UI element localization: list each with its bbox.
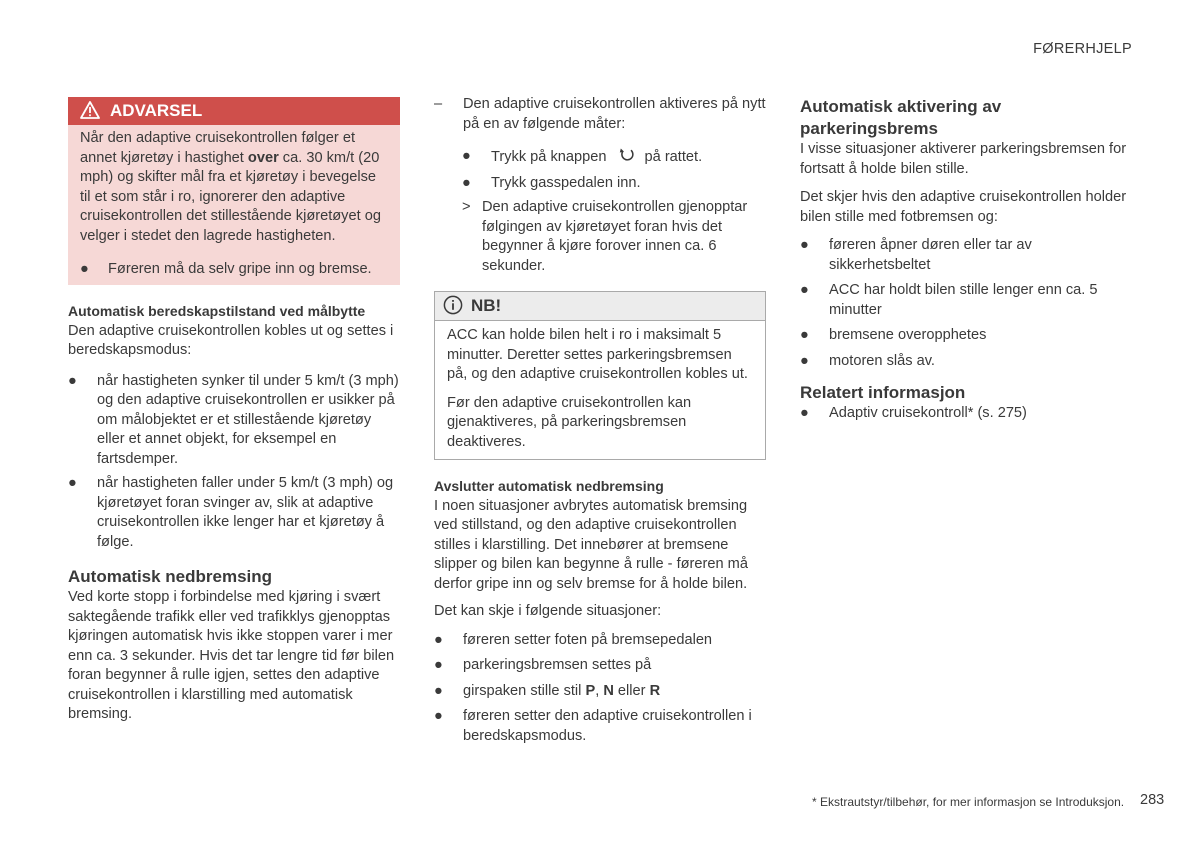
list-item: ● føreren setter den adaptive cruisekontrollen i beredskapsmodus. [434,708,752,744]
page-number: 283 [1140,792,1165,808]
warning-title: ADVARSEL [110,101,203,120]
end-brake-text: I noen situasjoner avbrytes automatisk bremsing ved stillstand, og den adaptive cruisekontrollen stilles i klarstilling. Det innebører at bremsene slipper og bilen kan begynne å rulle - føreren må derfor gripe inn og selv bremse for å holde bilen. [434,497,748,592]
end-brake-heading: Avslutter automatisk nedbremsing [434,478,664,494]
note-box [434,291,766,460]
list-item: ● når hastigheten faller under 5 km/t (3 mph) og kjøretøyet foran svinger av, slik at adaptive cruisekontrollen ikke lenger har et kjøretøy å følge. [68,475,394,550]
section-title: FØRERHJELP [1033,41,1132,57]
resume-button-icon [617,147,639,163]
warning-bullet: ● Føreren må da selv gripe inn og bremse. [80,261,372,277]
auto-brake-heading: Automatisk nedbremsing [68,567,273,586]
footnote: * Ekstrautstyr/tilbehør, for mer informasjon se Introduksjon. [812,795,1125,809]
list-item: ● Trykk på knappen på rattet. [462,148,703,165]
note-header [435,292,765,321]
parking-text: I visse situasjoner aktiverer parkeringsbremsen for fortsatt å holde bilen stille. [800,141,1127,177]
related-heading: Relatert informasjon [800,383,966,402]
list-item: ● ACC har holdt bilen stille lenger enn ca. 5 minutter [800,282,1098,318]
parking-intro: Det skjer hvis den adaptive cruisekontrollen holder bilen stille med fotbremsen og: [800,189,1127,225]
auto-brake-text: Ved korte stopp i forbindelse med kjøring i svært saktegående trafikk eller ved trafikklys gjenopptas kjøringen automatisk hvis ikke stoppen varer i mer enn ca. 3 sekunder. Hvis det tar lengre tid før bilen foran begynner å rulle igjen, settes den adaptive cruisekontrollen i klarstilling med automatisk bremsing. [68,589,395,722]
list-item: ● Trykk gasspedalen inn. [462,174,641,191]
info-icon [443,295,463,315]
note-text: Før den adaptive cruisekontrollen kan gjenaktiveres, på parkeringsbremsen deaktiveres. [447,394,692,450]
standby-intro: Den adaptive cruisekontrollen kobles ut og settes i beredskapsmodus: [68,322,394,358]
list-item: ● føreren setter foten på bremsepedalen [434,631,713,648]
warning-box [68,97,400,285]
list-item: ● når hastigheten synker til under 5 km/t (3 mph) og den adaptive cruisekontrollen er usikker på om målobjektet er et stillestående kjøretøy eller et annet objekt, for eksempel en fartsdemper. [68,372,399,467]
list-item: ● motoren slås av. [800,352,935,369]
parking-heading: Automatisk aktivering av parkeringsbrems [800,97,1002,138]
note-title: NB! [471,296,502,315]
list-item: ● parkeringsbremsen settes på [434,657,652,673]
standby-heading: Automatisk beredskapstilstand ved målbytte [68,303,366,319]
reactivate-step: – Den adaptive cruisekontrollen aktiveres på nytt på en av følgende måter: [434,96,766,132]
note-text: ACC kan holde bilen helt i ro i maksimalt 5 minutter. Deretter settes parkeringsbremsen på, og den adaptive cruisekontrollen kobles ut. [447,327,748,382]
result-item: > Den adaptive cruisekontrollen gjenopptar følgingen av kjøretøyet foran hvis det begynner å kjøre forover innen ca. 6 sekunder. [462,199,748,274]
warning-triangle-icon [80,101,100,119]
list-item: ● bremsene overopphetes [800,327,987,343]
warning-header [68,97,400,125]
end-brake-intro: Det kan skje i følgende situasjoner: [434,603,662,619]
related-link[interactable]: ● Adaptiv cruisekontroll* (s. 275) [800,405,1027,421]
warning-text: Når den adaptive cruisekontrollen følger et annet kjøretøy i hastighet over ca. 30 km/t (20 mph) og skifter mål fra et kjøretøy i bevegelse til et som står i ro, ignorerer den adaptive cruisekontrollen det stillestående kjøretøyet og velger i stedet den lagrede hastigheten. [80,130,381,244]
list-item: ● føreren åpner døren eller tar av sikkerhetsbeltet [800,237,1032,273]
list-item: ● girspaken stille stil P, N eller R [434,682,661,699]
